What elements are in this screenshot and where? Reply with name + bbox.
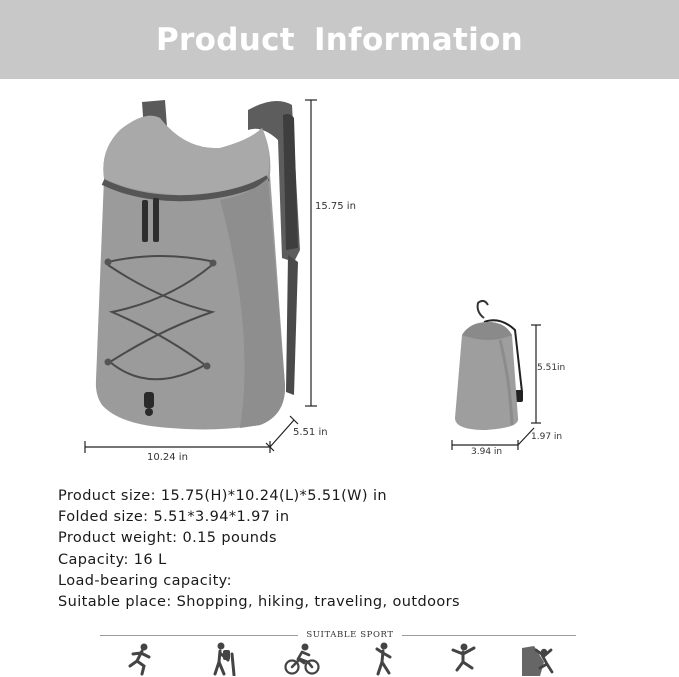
climbing-icon (366, 642, 402, 676)
suitable-sport-label: SUITABLE SPORT (306, 630, 394, 640)
spec-suitable-place: Suitable place: Shopping, hiking, traveling, outdoors (58, 593, 460, 610)
folded-pouch-image (455, 301, 523, 430)
main-length-label: 10.24 in (147, 452, 188, 463)
sport-icons-row (100, 642, 576, 676)
main-width-label: 5.51 in (293, 427, 328, 438)
spec-product-size: Product size: 15.75(H)*10.24(L)*5.51(W) in (58, 488, 387, 504)
main-height-label: 15.75 in (315, 201, 356, 212)
rock-climbing-icon (520, 642, 556, 676)
cycling-icon (284, 642, 320, 676)
sport-divider-right (402, 635, 576, 636)
backpack-image (96, 100, 300, 429)
jumping-icon (446, 642, 482, 676)
folded-width-label: 1.97 in (531, 432, 563, 442)
spec-capacity: Capacity: 16 L (58, 551, 167, 568)
hiking-icon (204, 642, 240, 676)
folded-height-label: 5.51in (537, 363, 566, 373)
sport-divider-left (100, 635, 298, 636)
spec-product-weight: Product weight: 0.15 pounds (58, 530, 277, 547)
running-icon (122, 642, 158, 676)
spec-list (58, 486, 460, 613)
spec-folded-size: Folded size: 5.51*3.94*1.97 in (58, 509, 290, 526)
page-title: Product Information (156, 21, 523, 58)
spec-load-bearing: Load-bearing capacity: (58, 572, 232, 589)
folded-length-label: 3.94 in (471, 447, 503, 457)
